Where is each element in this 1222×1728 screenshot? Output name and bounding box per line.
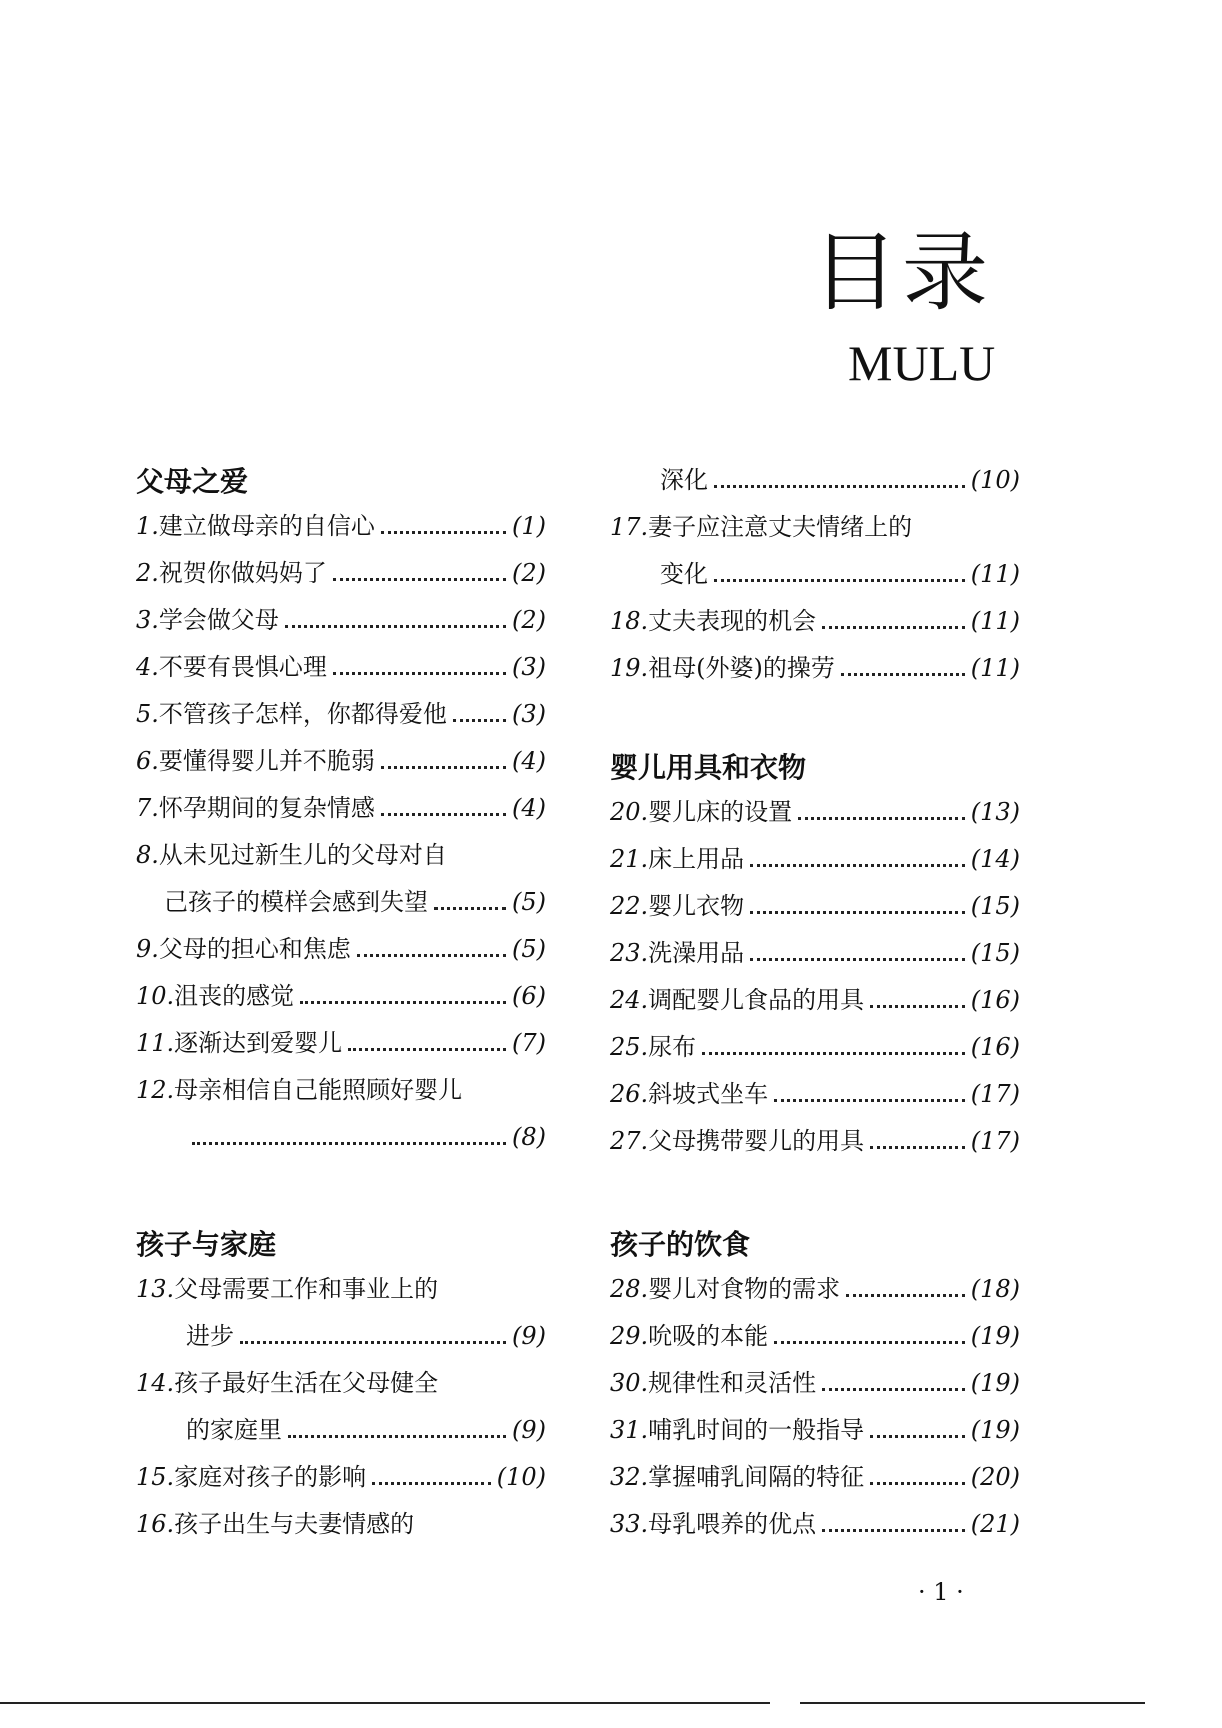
toc-entry[interactable] <box>136 557 546 589</box>
entry-text: 学会做父母 <box>158 606 279 634</box>
entry-page: (19) <box>970 1322 1020 1350</box>
entry-number: 32. <box>610 1463 649 1491</box>
entry-text: 妻子应注意丈夫情绪上的 <box>648 513 913 541</box>
entry-number: 10. <box>136 982 175 1010</box>
section-title-child-diet: 孩子的饮食 <box>610 1228 751 1261</box>
dot-leader <box>714 575 965 582</box>
toc-entry[interactable] <box>136 792 546 824</box>
entry-page: (3) <box>512 700 546 728</box>
entry-page: (20) <box>970 1463 1020 1491</box>
entry-text: 逐渐达到爱婴儿 <box>174 1029 343 1057</box>
entry-number: 15. <box>136 1463 175 1491</box>
section-title-parental-love: 父母之爱 <box>136 465 249 498</box>
entry-text: 父母的担心和焦虑 <box>158 935 351 963</box>
dot-leader <box>240 1337 506 1344</box>
dot-leader <box>774 1337 965 1344</box>
entry-page: (9) <box>512 1322 546 1350</box>
toc-entry[interactable] <box>136 839 546 871</box>
entry-page: (4) <box>512 747 546 775</box>
entry-text: 家庭对孩子的影响 <box>174 1463 367 1491</box>
toc-entry[interactable] <box>136 1027 546 1059</box>
entry-text: 孩子出生与夫妻情感的 <box>174 1510 415 1538</box>
entry-text: 从未见过新生儿的父母对自 <box>158 841 447 869</box>
entry-page: (10) <box>496 1463 546 1491</box>
entry-text: 变化 <box>660 560 708 588</box>
toc-entry[interactable] <box>610 796 1020 828</box>
entry-page: (21) <box>970 1510 1020 1538</box>
entry-text: 掌握哺乳间隔的特征 <box>648 1463 865 1491</box>
toc-entry[interactable] <box>610 1320 1020 1352</box>
dot-leader <box>870 1001 965 1008</box>
toc-entry[interactable] <box>136 510 546 542</box>
entry-text: 尿布 <box>648 1033 697 1061</box>
toc-entry[interactable] <box>610 1078 1020 1110</box>
dot-leader <box>714 481 965 488</box>
dot-leader <box>357 950 506 957</box>
entry-text: 床上用品 <box>648 845 745 873</box>
dot-leader <box>822 1525 965 1532</box>
entry-number: 24. <box>610 986 649 1014</box>
dot-leader <box>750 954 965 961</box>
toc-entry[interactable] <box>136 1461 546 1493</box>
entry-number: 33. <box>610 1510 649 1538</box>
toc-entry-continuation[interactable] <box>610 558 1020 590</box>
dot-leader <box>702 1048 965 1055</box>
toc-entry[interactable] <box>610 1461 1020 1493</box>
entry-number: 17. <box>610 513 649 541</box>
entry-page: (17) <box>970 1127 1020 1155</box>
entry-number: 27. <box>610 1127 649 1155</box>
entry-number: 16. <box>136 1510 175 1538</box>
entry-number: 5. <box>136 700 159 728</box>
toc-entry[interactable] <box>136 980 546 1012</box>
entry-number: 21. <box>610 845 649 873</box>
entry-page: (16) <box>970 986 1020 1014</box>
dot-leader <box>822 622 965 629</box>
entry-page: (10) <box>970 466 1020 494</box>
bottom-rule-right <box>800 1702 1145 1704</box>
toc-entry-continuation[interactable] <box>610 464 1020 496</box>
entry-text: 沮丧的感觉 <box>174 982 295 1010</box>
entry-text: 孩子最好生活在父母健全 <box>174 1369 439 1397</box>
entry-text: 婴儿衣物 <box>648 892 745 920</box>
entry-text: 调配婴儿食品的用具 <box>648 986 865 1014</box>
toc-entry[interactable] <box>136 1273 546 1305</box>
toc-entry[interactable] <box>136 698 546 730</box>
entry-text: 洗澡用品 <box>648 939 745 967</box>
toc-entry[interactable] <box>610 984 1020 1016</box>
entry-page: (19) <box>970 1416 1020 1444</box>
toc-entry[interactable] <box>136 1367 546 1399</box>
dot-leader <box>846 1290 965 1297</box>
entry-text: 进步 <box>186 1322 234 1350</box>
entry-number: 19. <box>610 654 649 682</box>
entry-number: 4. <box>136 653 159 681</box>
entry-text: 斜坡式坐车 <box>648 1080 769 1108</box>
dot-leader <box>300 997 506 1004</box>
dot-leader <box>333 668 506 675</box>
section-title-baby-supplies: 婴儿用具和衣物 <box>610 751 807 784</box>
entry-text: 父母需要工作和事业上的 <box>174 1275 439 1303</box>
toc-entry[interactable] <box>136 745 546 777</box>
entry-page: (13) <box>970 798 1020 826</box>
entry-text: 要懂得婴儿并不脆弱 <box>158 747 375 775</box>
entry-page: (6) <box>512 982 546 1010</box>
entry-text: 规律性和灵活性 <box>648 1369 817 1397</box>
dot-leader <box>453 715 506 722</box>
toc-entry[interactable] <box>610 511 1020 543</box>
dot-leader <box>798 813 965 820</box>
toc-entry[interactable] <box>610 1414 1020 1446</box>
bottom-rule-left <box>0 1702 770 1704</box>
toc-entry-continuation[interactable] <box>136 1121 546 1153</box>
entry-number: 7. <box>136 794 159 822</box>
toc-entry[interactable] <box>136 933 546 965</box>
dot-leader <box>285 621 506 628</box>
entry-text: 建立做母亲的自信心 <box>158 512 375 540</box>
entry-page: (19) <box>970 1369 1020 1397</box>
entry-number: 13. <box>136 1275 175 1303</box>
entry-number: 29. <box>610 1322 649 1350</box>
dot-leader <box>822 1384 965 1391</box>
entry-text: 深化 <box>660 466 708 494</box>
entry-number: 2. <box>136 559 159 587</box>
toc-entry[interactable] <box>136 1508 546 1540</box>
entry-text: 婴儿床的设置 <box>648 798 793 826</box>
entry-number: 31. <box>610 1416 649 1444</box>
entry-text: 不要有畏惧心理 <box>158 653 327 681</box>
toc-entry[interactable] <box>610 1367 1020 1399</box>
entry-number: 28. <box>610 1275 649 1303</box>
entry-page: (11) <box>970 654 1020 682</box>
entry-page: (2) <box>512 606 546 634</box>
entry-page: (11) <box>970 607 1020 635</box>
entry-page: (15) <box>970 892 1020 920</box>
dot-leader <box>372 1478 491 1485</box>
entry-text: 父母携带婴儿的用具 <box>648 1127 865 1155</box>
toc-entry[interactable] <box>610 1508 1020 1540</box>
entry-number: 9. <box>136 935 159 963</box>
entry-text: 的家庭里 <box>186 1416 282 1444</box>
dot-leader <box>381 809 506 816</box>
entry-page: (9) <box>512 1416 546 1444</box>
entry-page: (7) <box>512 1029 546 1057</box>
section-title-child-family: 孩子与家庭 <box>136 1228 277 1261</box>
entry-page: (17) <box>970 1080 1020 1108</box>
toc-entry[interactable] <box>610 843 1020 875</box>
dot-leader <box>774 1095 965 1102</box>
entry-page: (5) <box>512 888 546 916</box>
entry-text: 怀孕期间的复杂情感 <box>158 794 375 822</box>
toc-entry[interactable] <box>610 1125 1020 1157</box>
entry-page: (4) <box>512 794 546 822</box>
dot-leader <box>841 669 965 676</box>
entry-number: 12. <box>136 1076 175 1104</box>
entry-page: (2) <box>512 559 546 587</box>
page-title-en: MULU <box>848 335 996 391</box>
toc-entry-continuation[interactable] <box>136 1320 546 1352</box>
dot-leader <box>288 1431 506 1438</box>
page-title-cn: 目录 <box>812 223 992 323</box>
entry-number: 1. <box>136 512 159 540</box>
entry-page: (1) <box>512 512 546 540</box>
entry-number: 25. <box>610 1033 649 1061</box>
dot-leader <box>192 1138 506 1145</box>
entry-number: 3. <box>136 606 159 634</box>
entry-number: 23. <box>610 939 649 967</box>
entry-text: 母亲相信自己能照顾好婴儿 <box>174 1076 463 1104</box>
dot-leader <box>870 1142 965 1149</box>
entry-page: (3) <box>512 653 546 681</box>
dot-leader <box>348 1044 506 1051</box>
toc-entry[interactable] <box>610 652 1020 684</box>
entry-text: 己孩子的模样会感到失望 <box>164 888 428 916</box>
entry-text: 母乳喂养的优点 <box>648 1510 817 1538</box>
entry-text: 丈夫表现的机会 <box>648 607 817 635</box>
dot-leader <box>750 907 965 914</box>
entry-page: (14) <box>970 845 1020 873</box>
entry-number: 26. <box>610 1080 649 1108</box>
entry-number: 11. <box>136 1029 175 1057</box>
entry-text: 祖母(外婆)的操劳 <box>648 654 835 682</box>
entry-text: 吮吸的本能 <box>648 1322 769 1350</box>
toc-entry[interactable] <box>610 1031 1020 1063</box>
toc-entry[interactable] <box>136 651 546 683</box>
dot-leader <box>870 1431 965 1438</box>
toc-entry[interactable] <box>136 604 546 636</box>
dot-leader <box>434 903 506 910</box>
entry-page: (11) <box>970 560 1020 588</box>
dot-leader <box>381 762 506 769</box>
page-number: · 1 · <box>918 1578 964 1606</box>
dot-leader <box>750 860 965 867</box>
entry-number: 14. <box>136 1369 175 1397</box>
entry-text: 哺乳时间的一般指导 <box>648 1416 865 1444</box>
dot-leader <box>870 1478 965 1485</box>
entry-page: (15) <box>970 939 1020 967</box>
entry-number: 6. <box>136 747 159 775</box>
entry-text: 婴儿对食物的需求 <box>648 1275 841 1303</box>
entry-page: (8) <box>512 1123 546 1151</box>
entry-number: 8. <box>136 841 159 869</box>
entry-number: 22. <box>610 892 649 920</box>
toc-entry[interactable] <box>610 937 1020 969</box>
dot-leader <box>381 527 506 534</box>
entry-page: (16) <box>970 1033 1020 1061</box>
entry-page: (18) <box>970 1275 1020 1303</box>
toc-entry[interactable] <box>610 1273 1020 1305</box>
entry-text: 不管孩子怎样，你都得爱他 <box>158 700 447 728</box>
toc-entry[interactable] <box>136 1074 546 1106</box>
toc-entry[interactable] <box>610 605 1020 637</box>
entry-number: 18. <box>610 607 649 635</box>
toc-entry-continuation[interactable] <box>136 1414 546 1446</box>
toc-entry-continuation[interactable] <box>136 886 546 918</box>
entry-number: 30. <box>610 1369 649 1397</box>
entry-text: 祝贺你做妈妈了 <box>158 559 327 587</box>
entry-page: (5) <box>512 935 546 963</box>
toc-entry[interactable] <box>610 890 1020 922</box>
entry-number: 20. <box>610 798 649 826</box>
dot-leader <box>333 574 506 581</box>
